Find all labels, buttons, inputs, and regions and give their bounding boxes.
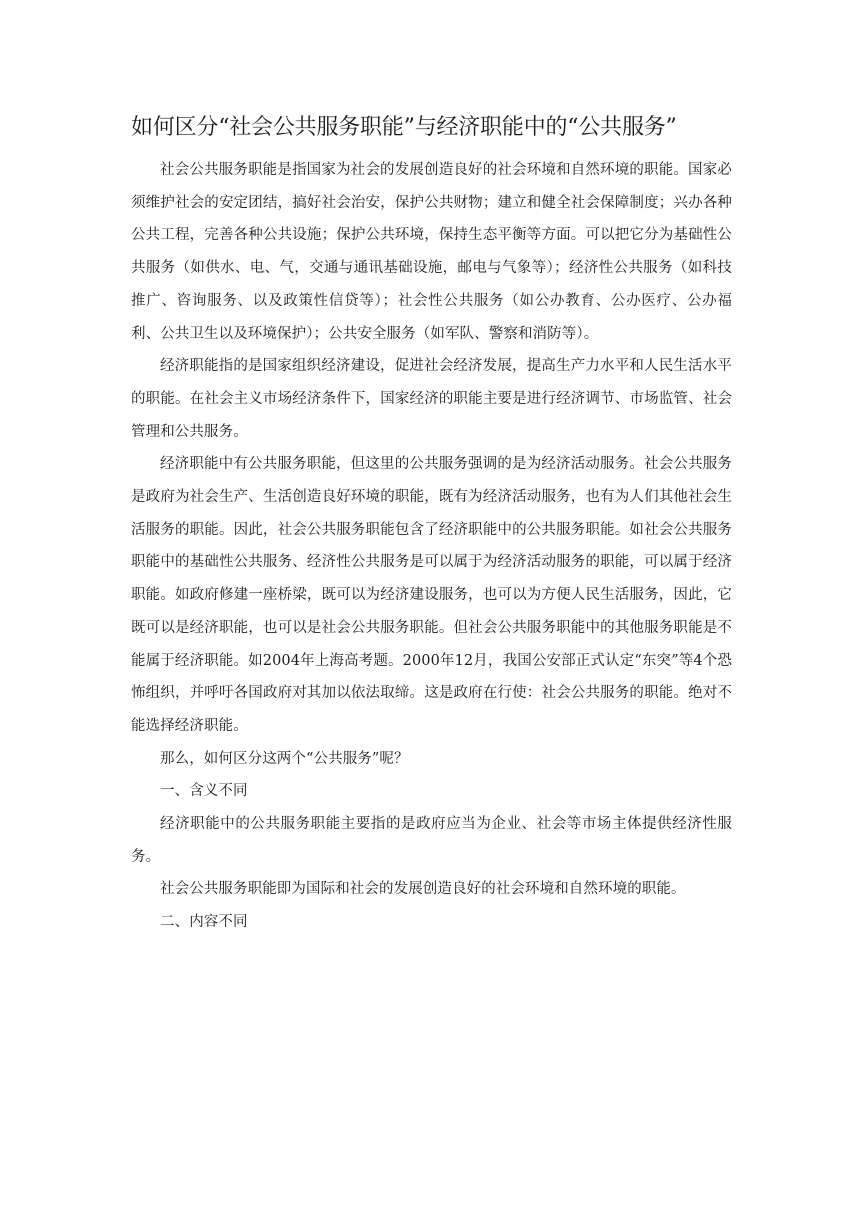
section-heading-meaning: 一、含义不同 bbox=[160, 783, 248, 800]
section-heading-content: 二、内容不同 bbox=[160, 914, 248, 931]
document-title: 如何区分“社会公共服务职能”与经济职能中的“公共服务” bbox=[131, 115, 677, 140]
paragraph-social-meaning: 社会公共服务职能即为国际和社会的发展创造良好的社会环境和自然环境的职能。 bbox=[160, 881, 686, 898]
paragraph-relationship-explanation: 经济职能中有公共服务职能，但这里的公共服务强调的是为经济活动服务。社会公共服务是政府为社会生产、生活创造良好环境的职能，既有为经济活动服务，也有为人们其他社会生活服务的职能。因此，社会公共服务职能包含了经济职能中的公共服务职能。如社会公共服务职能中的基础性公共服务、经济性公共服务是可以属于为经济活动服务的职能，可以属于经济职能。如政府修建一座桥梁，既可以为经济建设服务，也可以为方便人民生活服务，因此，它既可以是经济职能，也可以是社会公共服务职能。但社会公共服务职能中的其他服务职能是不能属于经济职能。如2004年上海高考题。2000年12月，我国公安部正式认定“东突”等4个恐怖组织，并呼吁各国政府对其加以依法取缔。这是政府在行使：社会公共服务的职能。绝对不能选择经济职能。 bbox=[131, 456, 732, 734]
paragraph-economic-function-definition: 经济职能指的是国家组织经济建设，促进社会经济发展，提高生产力水平和人民生活水平的职能。在社会主义市场经济条件下，国家经济的职能主要是进行经济调节、市场监管、社会管理和公共服务。 bbox=[131, 358, 732, 440]
paragraph-economic-meaning: 经济职能中的公共服务职能主要指的是政府应当为企业、社会等市场主体提供经济性服务。 bbox=[131, 816, 732, 865]
paragraph-public-service-definition: 社会公共服务职能是指国家为社会的发展创造良好的社会环境和自然环境的职能。国家必须维护社会的安定团结，搞好社会治安，保护公共财物；建立和健全社会保障制度；兴办各种公共工程，完善各种公共设施；保护公共环境，保持生态平衡等方面。可以把它分为基础性公共服务（如供水、电、气，交通与通讯基础设施，邮电与气象等）；经济性公共服务（如科技推广、咨询服务、以及政策性信贷等）；社会性公共服务（如公办教育、公办医疗、公办福利、公共卫生以及环境保护）；公共安全服务（如军队、警察和消防等）。 bbox=[131, 162, 732, 342]
document-body bbox=[131, 154, 732, 939]
paragraph-question: 那么，如何区分这两个“公共服务”呢？ bbox=[160, 750, 409, 767]
